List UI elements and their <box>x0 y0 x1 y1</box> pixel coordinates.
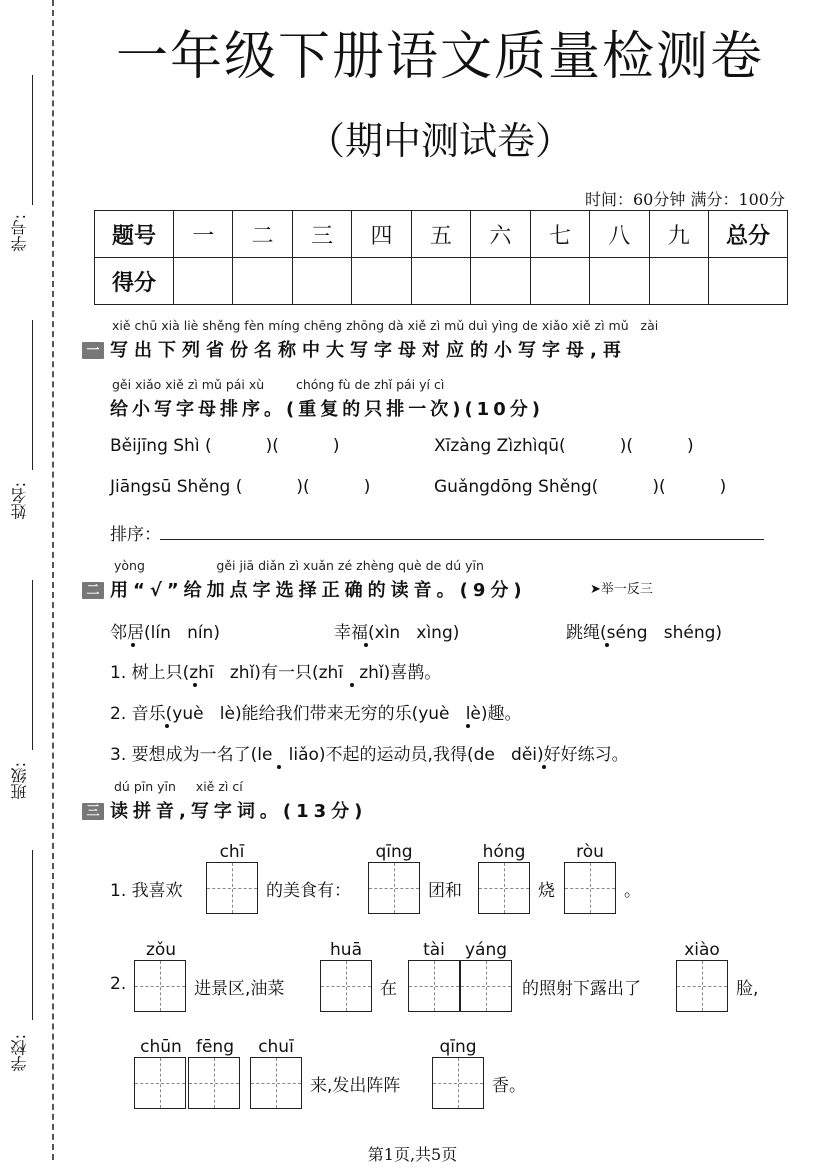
table-cell: 九 <box>649 211 709 258</box>
q3-s2-text2: 在 <box>380 979 397 999</box>
q3-writing-grid[interactable] <box>432 1057 484 1109</box>
q3-s2-prefix: 2. <box>110 974 127 994</box>
q3-writing-grid[interactable] <box>478 862 530 914</box>
q3-writing-grid[interactable] <box>188 1057 240 1109</box>
q3-writing-grid[interactable] <box>368 862 420 914</box>
score-cell[interactable] <box>292 258 351 305</box>
q1-item-guangdong[interactable]: Guǎngdōng Shěng( )( ) <box>434 477 727 497</box>
student-id-underline <box>32 75 33 205</box>
table-cell: 二 <box>233 211 292 258</box>
q3-s1-text3: 烧 <box>538 881 555 901</box>
q2-number-badge: 二 <box>82 582 104 599</box>
emphasis-dot <box>131 643 135 647</box>
q3-s3-pinyin-chui: chuī <box>258 1037 294 1057</box>
q3-writing-grid[interactable] <box>320 960 372 1012</box>
emphasis-dot <box>165 724 169 728</box>
class-underline <box>32 580 33 750</box>
score-table <box>94 210 788 305</box>
page-title: 一年级下册语文质量检测卷 <box>115 27 764 87</box>
q3-s1-prefix: 1. 我喜欢 <box>110 881 183 901</box>
emphasis-dot <box>193 683 197 687</box>
q3-s2-text3: 的照射下露出了 <box>522 979 641 999</box>
emphasis-dot <box>277 765 281 769</box>
table-cell: 题号 <box>95 211 174 258</box>
table-cell: 一 <box>174 211 233 258</box>
emphasis-dot <box>466 724 470 728</box>
q3-s1-pinyin-rou: ròu <box>576 842 604 862</box>
score-cell[interactable] <box>471 258 530 305</box>
q1-item-xizang[interactable]: Xīzàng Zìzhìqū( )( ) <box>434 436 694 456</box>
emphasis-dot <box>364 643 368 647</box>
score-cell[interactable] <box>411 258 470 305</box>
q3-s1-text2: 团和 <box>428 881 462 901</box>
table-cell: 四 <box>352 211 411 258</box>
score-cell[interactable] <box>590 258 649 305</box>
student-id-label: 学号: <box>10 214 29 252</box>
table-cell: 总分 <box>709 211 788 258</box>
q3-s3-pinyin-feng: fēng <box>195 1037 234 1057</box>
q3-s3-pinyin-chun: chūn <box>140 1037 182 1057</box>
q3-s3-pinyin-qing: qīng <box>439 1037 477 1057</box>
q3-writing-grid[interactable] <box>408 960 460 1012</box>
score-table-header-row <box>95 211 788 258</box>
q3-s2-text4: 脸, <box>736 979 759 999</box>
score-cell[interactable] <box>233 258 292 305</box>
q3-writing-grid[interactable] <box>460 960 512 1012</box>
q3-s2-pinyin-tai: tài <box>423 940 445 960</box>
q2-word-linju[interactable]: 邻居(lín nín) <box>110 623 220 643</box>
q3-s2-pinyin-zou: zǒu <box>145 940 177 960</box>
q3-instruction-text: 读拼音,写字词。(13分) <box>110 801 368 822</box>
score-table-score-row <box>95 258 788 305</box>
table-cell: 得分 <box>95 258 174 305</box>
q3-writing-grid[interactable] <box>250 1057 302 1109</box>
q3-writing-grid[interactable] <box>564 862 616 914</box>
score-cell[interactable] <box>530 258 589 305</box>
page-subtitle: （期中测试卷） <box>306 119 573 163</box>
q2-instruction <box>82 576 527 602</box>
q3-writing-grid[interactable] <box>134 1057 186 1109</box>
q3-s3-text1: 来,发出阵阵 <box>310 1076 401 1096</box>
q3-writing-grid[interactable] <box>676 960 728 1012</box>
q2-sentence-2[interactable]: 2. 音乐(yuè lè)能给我们带来无穷的乐(yuè lè)趣。 <box>110 704 522 724</box>
q1-instruction-line2: 给小写字母排序。(重复的只排一次)(10分) <box>110 399 544 420</box>
q3-s3-text2: 香。 <box>492 1076 526 1096</box>
score-cell[interactable] <box>352 258 411 305</box>
q1-instruction-line1 <box>82 336 627 362</box>
q1-sort-label: 排序： <box>110 525 161 545</box>
q2-sentence-3[interactable]: 3. 要想成为一名了(le liǎo)不起的运动员,我得(de děi)好好练习。 <box>110 745 629 765</box>
q3-s2-text1: 进景区,油菜 <box>194 979 285 999</box>
q3-s2-pinyin-yang: yáng <box>464 940 508 960</box>
q1-sort-answer-line[interactable] <box>160 539 764 540</box>
q3-s1-text1: 的美食有： <box>266 881 351 901</box>
q2-sentence-1[interactable]: 1. 树上只(zhī zhǐ)有一只(zhī zhǐ)喜鹊。 <box>110 663 442 683</box>
q3-s2-pinyin-hua: huā <box>330 940 362 960</box>
q3-s1-pinyin-hong: hóng <box>482 842 526 862</box>
q2-tag: ➤举一反三 <box>590 582 653 597</box>
q3-s1-text4: 。 <box>624 881 641 901</box>
q3-writing-grid[interactable] <box>206 862 258 914</box>
q1-pinyin-1: xiě chū xià liè shěng fèn míng chēng zhōng dà xiě zì mǔ duì yìng de xiǎo xiě zì mǔ zài <box>112 318 659 333</box>
q3-number-badge: 三 <box>82 803 104 820</box>
q3-s1-pinyin-qing: qīng <box>375 842 413 862</box>
emphasis-dot <box>605 643 609 647</box>
q3-instruction <box>82 797 367 823</box>
binding-dashed-line <box>52 0 54 1160</box>
q1-number-badge: 一 <box>82 342 104 359</box>
q2-word-xingfu[interactable]: 幸福(xìn xìng) <box>334 623 460 643</box>
q2-instruction-text: 用“√”给加点字选择正确的读音。(9分) <box>110 580 527 601</box>
q2-word-tiaosheng[interactable]: 跳绳(séng shéng) <box>566 623 723 643</box>
table-cell: 五 <box>411 211 470 258</box>
table-cell: 三 <box>292 211 351 258</box>
score-cell[interactable] <box>709 258 788 305</box>
q1-pinyin-2: gěi xiǎo xiě zì mǔ pái xù chóng fù de zhǐ pái yí cì <box>112 377 445 392</box>
exam-time-score-info: 时间：60分钟 满分：100分 <box>585 190 785 209</box>
school-label: 学校: <box>10 1034 29 1072</box>
table-cell: 八 <box>590 211 649 258</box>
school-underline <box>32 850 33 1020</box>
q2-pinyin: yòng gěi jiā diǎn zì xuǎn zé zhèng què de dú yīn <box>114 558 484 573</box>
q3-s1-pinyin-chi: chī <box>219 842 245 862</box>
q1-item-jiangsu[interactable]: Jiāngsū Shěng ( )( ) <box>110 477 371 497</box>
q3-s2-pinyin-xiao: xiào <box>684 940 720 960</box>
class-label: 班级: <box>10 762 29 800</box>
table-cell: 六 <box>471 211 530 258</box>
score-cell[interactable] <box>649 258 709 305</box>
name-label: 姓名: <box>10 482 29 520</box>
q3-writing-grid[interactable] <box>134 960 186 1012</box>
emphasis-dot <box>350 683 354 687</box>
q3-pinyin: dú pīn yīn xiě zì cí <box>114 779 243 794</box>
q1-item-beijing[interactable]: Běijīng Shì ( )( ) <box>110 436 340 456</box>
page-number: 第1页,共5页 <box>367 1145 458 1164</box>
score-cell[interactable] <box>174 258 233 305</box>
emphasis-dot <box>542 765 546 769</box>
q1-instruction-text: 写出下列省份名称中大写字母对应的小写字母,再 <box>110 340 627 361</box>
name-underline <box>32 320 33 470</box>
table-cell: 七 <box>530 211 589 258</box>
